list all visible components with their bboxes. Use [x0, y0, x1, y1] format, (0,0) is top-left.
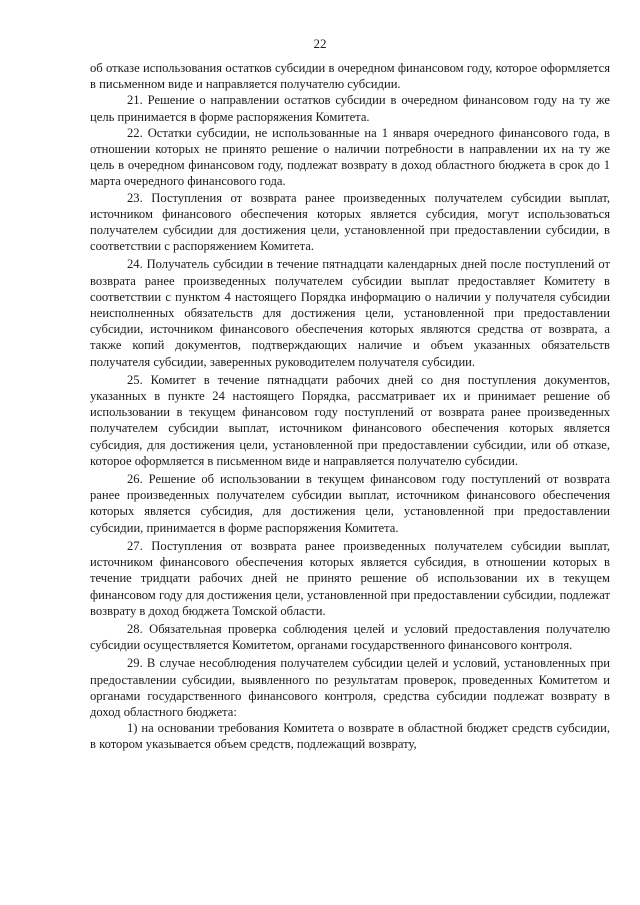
paragraph-29: 29. В случае несоблюдения получателем субсидии целей и условий, установленных при предоставлении субсидии, выявленного по результатам проверок, проведенных Комитетом и органами государственного финансового контроля, средства субсидии подлежат возврату в доход областного бюджета:	[90, 656, 610, 719]
page-number: 22	[313, 36, 327, 51]
paragraph-26: 26. Решение об использовании в текущем финансовом году поступлений от возврата ранее произведенных получателем субсидии выплат, источником финансового обеспечения которых является субсидия, для достижения цели, установленной при предоставлении субсидии, принимается в форме распоряжения Комитета.	[90, 472, 610, 535]
paragraph-23: 23. Поступления от возврата ранее произведенных получателем субсидии выплат, источником финансового обеспечения которых является субсидия, могут использоваться получателем субсидии для достижения цели, установленной при предоставлении субсидии, в соответствии с распоряжением Комитета.	[90, 190, 610, 254]
paragraph-27: 27. Поступления от возврата ранее произведенных получателем субсидии выплат, источником финансового обеспечения которых является субсидия, в отношении которых в течение тридцати рабочих дней не принято решение об использовании их в текущем финансовом году для достижения цели, установленной при предоставлении субсидии, подлежат возврату в доход бюджета Томской области.	[90, 538, 610, 618]
paragraph-continuation: об отказе использования остатков субсидии в очередном финансовом году, которое оформляется в письменном виде и направляется получателю субсидии.	[90, 61, 610, 92]
paragraph-28: 28. Обязательная проверка соблюдения целей и условий предоставления получателю субсидии осуществляется Комитетом, органами государственного финансового контроля.	[90, 621, 610, 653]
paragraph-22: 22. Остатки субсидии, не использованные на 1 января очередного финансового года, в отношении которых не принято решение о наличии потребности в направлении их на ту же цель в очередном финансовом году, подлежат возврату в доход областного бюджета в срок до 1 марта очередного финансового года.	[90, 125, 610, 189]
paragraph-24: 24. Получатель субсидии в течение пятнадцати календарных дней после поступлений от возврата ранее произведенных получателем субсидии выплат предоставляет Комитету в соответствии с пунктом 4 настоящего Порядка информацию о наличии у получателя субсидии неисполненных обязательств для достижения цели, установленной при предоставлении субсидии, источником финансового обеспечения которых являются средства от возврата, а также копий документов, подтверждающих наличие и объем указанных обязательств получателя субсидии, заверенных руководителем получателя субсидии.	[90, 257, 610, 369]
paragraph-21: 21. Решение о направлении остатков субсидии в очередном финансовом году на ту же цель принимается в форме распоряжения Комитета.	[90, 93, 610, 124]
paragraph-25: 25. Комитет в течение пятнадцати рабочих дней со дня поступления документов, указанных в пункте 24 настоящего Порядка, рассматривает их и принимает решение об использовании в текущем финансовом году поступлений от возврата ранее произведенных получателем субсидии выплат, источником финансового обеспечения которых является субсидия, для достижения цели, установленной при предоставлении субсидии, или об отказе, которое оформляется в письменном виде и направляется получателю субсидии.	[90, 372, 610, 468]
paragraph-29-item-1: 1) на основании требования Комитета о возврате в областной бюджет средств субсидии, в котором указывается объем средств, подлежащий возврату,	[90, 721, 610, 752]
document-body	[90, 60, 610, 753]
